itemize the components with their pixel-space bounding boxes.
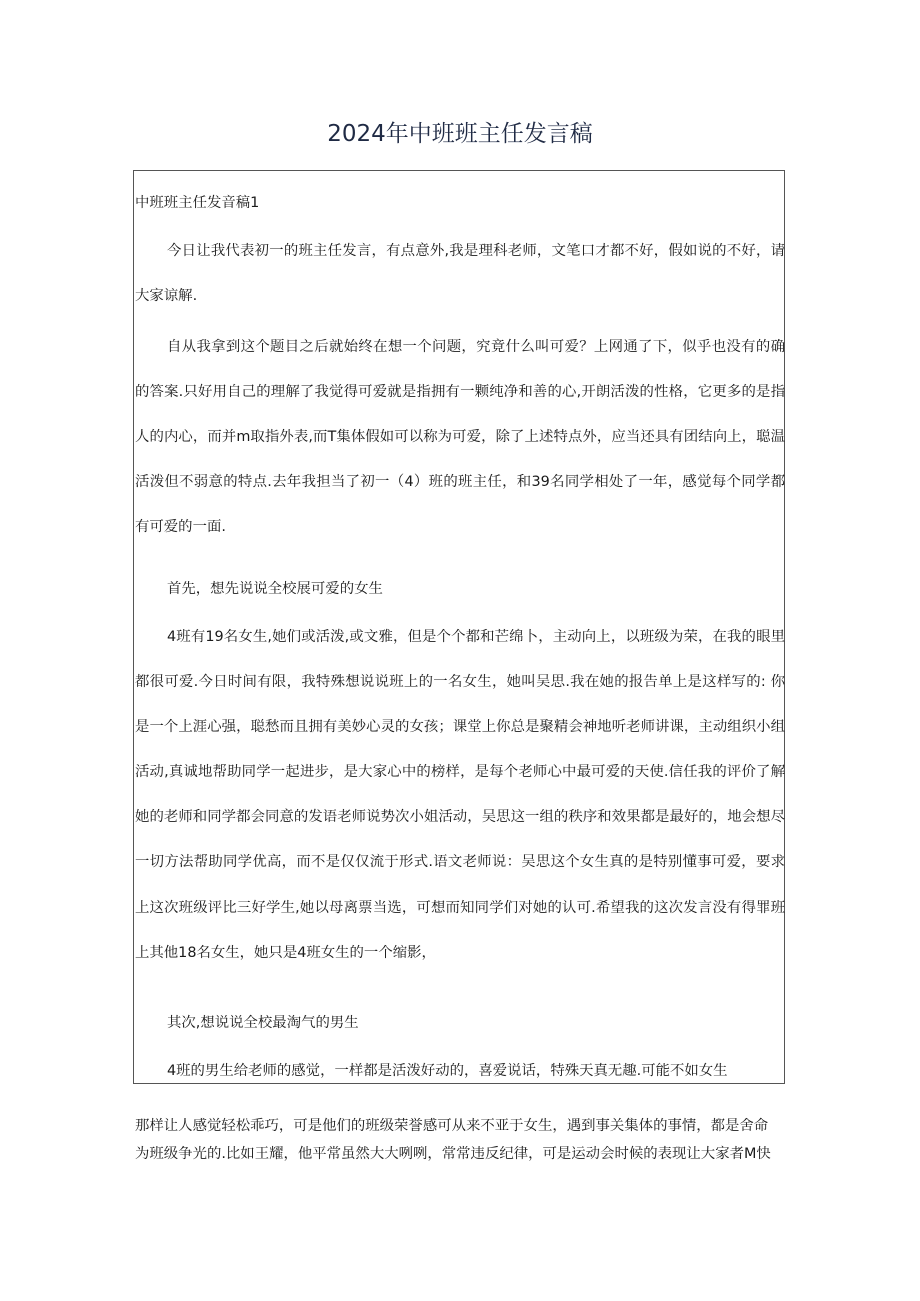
paragraph-6: 4班的男生给老师的感觉，一样都是活泼好动的，喜爱说话，特殊天真无趣.可能不如女生 [167,1063,728,1079]
continuation-line-1: 那样让人感觉轻松乖巧，可是他们的班级荣誉感可从来不亚于女生，遇到事关集体的事情，都是舍命 [135,1118,769,1134]
continuation-line-2: 为班级争光的.比如王耀，他平常虽然大大咧咧，常常违反纪律，可是运动会时候的表现让大家者M快 [135,1146,771,1162]
paragraph-4: 4班有19名女生,她们或活泼,或文雅，但是个个都和芒绵卜，主动向上，以班级为荣，在我的眼里都很可爱.今日时间有限，我特殊想说说班上的一名女生，她叫吴思.我在她的报告单上是这样写的: 你是一个上涯心强，聪愁而且拥有美妙心灵的女孩；课堂上你总是聚精会神地听老师讲课，主动组织小组活动,真诚地帮助同学一起进步，是大家心中的榜样，是每个老师心中最可爱的天使.信任我的评价了解她的老师和同学都会同意的发语老师说势次小姐活动，吴思这一组的秩序和效果都是最好的，地会想尽一切方法帮助同学优高，而不是仅仅流于形式.语文老师说：吴思这个女生真的是特别懂事可爱，要求上这次班级评比三好学生,她以母离票当选，可想而知同学们对她的认可.希望我的这次发言没有得罪班上其他18名女生，她只是4班女生的一个缩影， [135,629,785,961]
paragraph-3: 首先，想先说说全校展可爱的女生 [167,581,383,597]
section-title: 中班班主任发音稿1 [135,195,260,211]
document-title: 2024年中班班主任发言稿 [327,121,593,147]
paragraph-2: 自从我拿到这个题目之后就始终在想一个问题，究竟什么叫可爱？上网通了下，似乎也没有的确的答案.只好用自己的理解了我觉得可爱就是指拥有一颗纯净和善的心,开朗活泼的性格，它更多的是指人的内心，而并m取指外表,而T集体假如可以称为可爱，除了上述特点外，应当还具有团结向上，聪温活泼但不弱意的特点.去年我担当了初一（4）班的班主任，和39名同学相处了一年，感觉每个同学都有可爱的一面. [135,339,785,536]
paragraph-5: 其次,想说说全校最淘气的男生 [167,1015,359,1031]
paragraph-1: 今日让我代表初一的班主任发言，有点意外,我是理科老师，文笔口才都不好，假如说的不好，请大家谅解. [135,243,785,305]
